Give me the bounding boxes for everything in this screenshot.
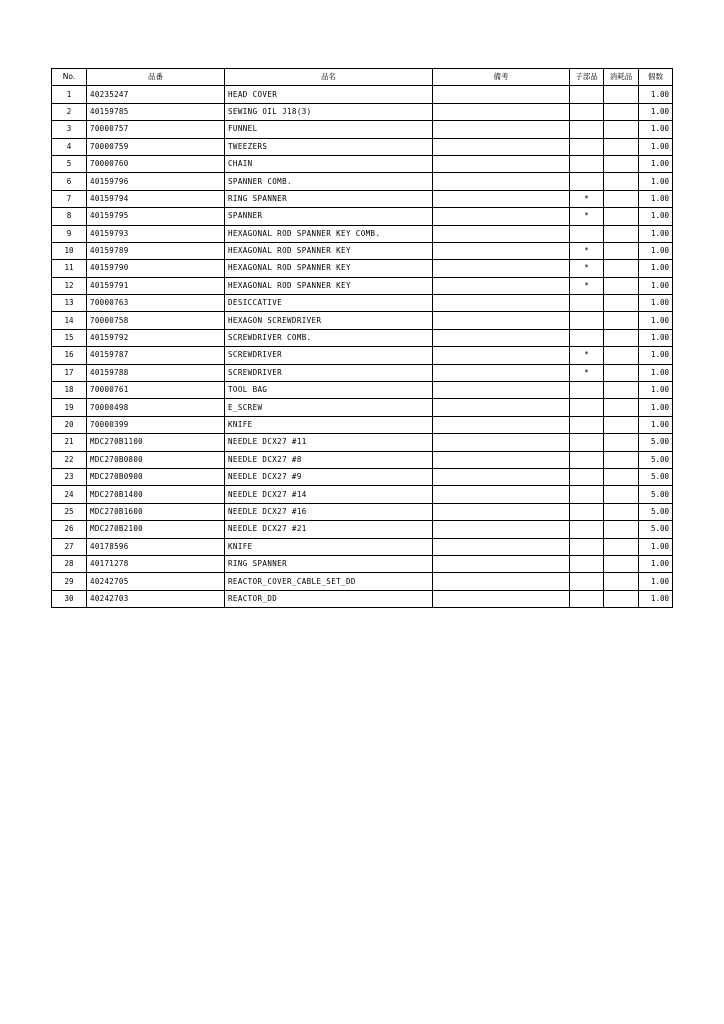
- header-remarks: 備考: [433, 69, 570, 86]
- row-sub-part-mark: [570, 590, 604, 607]
- row-no: 4: [52, 138, 87, 155]
- row-remarks: [433, 573, 570, 590]
- row-quantity: 1.00: [639, 155, 673, 172]
- row-quantity: 1.00: [639, 416, 673, 433]
- header-part-number: 品番: [87, 69, 225, 86]
- parts-list-sheet: [51, 68, 672, 608]
- row-sub-part-mark: [570, 399, 604, 416]
- row-part-name: KNIFE: [225, 416, 433, 433]
- row-remarks: [433, 486, 570, 503]
- row-consumable-mark: [604, 86, 639, 103]
- row-remarks: [433, 86, 570, 103]
- row-quantity: 1.00: [639, 190, 673, 207]
- table-row: [52, 364, 673, 381]
- row-sub-part-mark: [570, 312, 604, 329]
- row-part-name: TOOL BAG: [225, 382, 433, 399]
- row-sub-part-mark: [570, 173, 604, 190]
- row-part-name: KNIFE: [225, 538, 433, 555]
- row-quantity: 1.00: [639, 208, 673, 225]
- row-quantity: 1.00: [639, 538, 673, 555]
- row-remarks: [433, 242, 570, 259]
- row-no: 3: [52, 121, 87, 138]
- row-consumable-mark: [604, 573, 639, 590]
- row-part-name: CHAIN: [225, 155, 433, 172]
- table-row: [52, 347, 673, 364]
- row-remarks: [433, 364, 570, 381]
- row-consumable-mark: [604, 503, 639, 520]
- row-part-name: SPANNER COMB.: [225, 173, 433, 190]
- row-sub-part-mark: [570, 416, 604, 433]
- row-consumable-mark: [604, 468, 639, 485]
- table-row: [52, 225, 673, 242]
- row-part-number: 70000759: [87, 138, 225, 155]
- table-row: [52, 329, 673, 346]
- row-quantity: 1.00: [639, 399, 673, 416]
- table-row: [52, 451, 673, 468]
- row-part-number: 70000498: [87, 399, 225, 416]
- row-part-number: 40159793: [87, 225, 225, 242]
- row-part-number: 70000399: [87, 416, 225, 433]
- table-row: [52, 538, 673, 555]
- row-no: 17: [52, 364, 87, 381]
- table-row: [52, 208, 673, 225]
- row-consumable-mark: [604, 242, 639, 259]
- row-remarks: [433, 260, 570, 277]
- row-remarks: [433, 347, 570, 364]
- table-row: [52, 590, 673, 607]
- row-remarks: [433, 416, 570, 433]
- row-consumable-mark: [604, 312, 639, 329]
- row-remarks: [433, 329, 570, 346]
- table-row: [52, 242, 673, 259]
- row-part-name: NEEDLE DCX27 #14: [225, 486, 433, 503]
- row-remarks: [433, 208, 570, 225]
- row-part-number: 70000760: [87, 155, 225, 172]
- row-remarks: [433, 103, 570, 120]
- row-remarks: [433, 590, 570, 607]
- row-sub-part-mark: *: [570, 347, 604, 364]
- row-consumable-mark: [604, 155, 639, 172]
- row-sub-part-mark: [570, 155, 604, 172]
- row-part-name: TWEEZERS: [225, 138, 433, 155]
- table-row: [52, 173, 673, 190]
- row-part-name: REACTOR_DD: [225, 590, 433, 607]
- row-no: 20: [52, 416, 87, 433]
- row-part-name: HEXAGON SCREWDRIVER: [225, 312, 433, 329]
- row-part-name: E_SCREW: [225, 399, 433, 416]
- row-part-number: 40159791: [87, 277, 225, 294]
- row-sub-part-mark: [570, 103, 604, 120]
- row-sub-part-mark: [570, 503, 604, 520]
- header-sub-part: 子部品: [570, 69, 604, 86]
- row-no: 18: [52, 382, 87, 399]
- row-sub-part-mark: *: [570, 208, 604, 225]
- row-quantity: 5.00: [639, 434, 673, 451]
- row-consumable-mark: [604, 225, 639, 242]
- row-quantity: 1.00: [639, 242, 673, 259]
- row-consumable-mark: [604, 486, 639, 503]
- row-no: 15: [52, 329, 87, 346]
- table-row: [52, 190, 673, 207]
- table-row: [52, 382, 673, 399]
- row-part-number: 40178596: [87, 538, 225, 555]
- row-consumable-mark: [604, 121, 639, 138]
- table-row: [52, 503, 673, 520]
- row-no: 21: [52, 434, 87, 451]
- row-part-number: 70000757: [87, 121, 225, 138]
- row-remarks: [433, 451, 570, 468]
- row-consumable-mark: [604, 521, 639, 538]
- row-part-name: SCREWDRIVER: [225, 364, 433, 381]
- row-consumable-mark: [604, 295, 639, 312]
- row-part-number: MDC270B0800: [87, 451, 225, 468]
- table-row: [52, 121, 673, 138]
- row-part-number: 40235247: [87, 86, 225, 103]
- table-row: [52, 155, 673, 172]
- row-quantity: 1.00: [639, 138, 673, 155]
- row-quantity: 1.00: [639, 590, 673, 607]
- row-part-number: 40159790: [87, 260, 225, 277]
- row-no: 2: [52, 103, 87, 120]
- row-quantity: 1.00: [639, 329, 673, 346]
- row-no: 9: [52, 225, 87, 242]
- row-remarks: [433, 155, 570, 172]
- row-part-name: RING SPANNER: [225, 190, 433, 207]
- row-part-number: 40159785: [87, 103, 225, 120]
- row-sub-part-mark: *: [570, 260, 604, 277]
- row-part-number: 40171278: [87, 555, 225, 572]
- row-quantity: 5.00: [639, 521, 673, 538]
- row-sub-part-mark: *: [570, 190, 604, 207]
- row-part-name: DESICCATIVE: [225, 295, 433, 312]
- row-consumable-mark: [604, 451, 639, 468]
- row-part-name: SCREWDRIVER COMB.: [225, 329, 433, 346]
- row-part-number: MDC270B1600: [87, 503, 225, 520]
- table-row: [52, 86, 673, 103]
- row-remarks: [433, 503, 570, 520]
- row-no: 13: [52, 295, 87, 312]
- row-no: 16: [52, 347, 87, 364]
- row-remarks: [433, 382, 570, 399]
- table-row: [52, 138, 673, 155]
- row-remarks: [433, 555, 570, 572]
- row-sub-part-mark: [570, 573, 604, 590]
- row-part-name: NEEDLE DCX27 #16: [225, 503, 433, 520]
- row-consumable-mark: [604, 538, 639, 555]
- row-sub-part-mark: [570, 225, 604, 242]
- row-quantity: 1.00: [639, 555, 673, 572]
- row-sub-part-mark: [570, 486, 604, 503]
- row-remarks: [433, 173, 570, 190]
- table-row: [52, 399, 673, 416]
- row-part-number: 70000763: [87, 295, 225, 312]
- table-row: [52, 277, 673, 294]
- row-part-number: MDC270B2100: [87, 521, 225, 538]
- row-no: 26: [52, 521, 87, 538]
- table-row: [52, 486, 673, 503]
- row-part-number: 70000761: [87, 382, 225, 399]
- row-remarks: [433, 138, 570, 155]
- row-consumable-mark: [604, 208, 639, 225]
- row-part-name: NEEDLE DCX27 #8: [225, 451, 433, 468]
- row-remarks: [433, 312, 570, 329]
- row-consumable-mark: [604, 277, 639, 294]
- table-row: [52, 434, 673, 451]
- row-sub-part-mark: *: [570, 277, 604, 294]
- row-sub-part-mark: [570, 86, 604, 103]
- row-sub-part-mark: [570, 329, 604, 346]
- row-remarks: [433, 277, 570, 294]
- row-part-name: NEEDLE DCX27 #21: [225, 521, 433, 538]
- row-part-number: 70000758: [87, 312, 225, 329]
- row-part-name: HEXAGONAL ROD SPANNER KEY COMB.: [225, 225, 433, 242]
- row-sub-part-mark: [570, 521, 604, 538]
- row-part-number: MDC270B0900: [87, 468, 225, 485]
- row-no: 28: [52, 555, 87, 572]
- row-quantity: 1.00: [639, 347, 673, 364]
- header-no: No.: [52, 69, 87, 86]
- table-row: [52, 416, 673, 433]
- row-no: 5: [52, 155, 87, 172]
- row-consumable-mark: [604, 364, 639, 381]
- row-quantity: 1.00: [639, 103, 673, 120]
- row-consumable-mark: [604, 434, 639, 451]
- row-remarks: [433, 225, 570, 242]
- row-no: 29: [52, 573, 87, 590]
- row-quantity: 1.00: [639, 277, 673, 294]
- row-part-number: MDC270B1400: [87, 486, 225, 503]
- row-no: 10: [52, 242, 87, 259]
- row-sub-part-mark: [570, 555, 604, 572]
- row-consumable-mark: [604, 555, 639, 572]
- row-part-name: RING SPANNER: [225, 555, 433, 572]
- row-no: 1: [52, 86, 87, 103]
- row-part-name: NEEDLE DCX27 #11: [225, 434, 433, 451]
- row-quantity: 1.00: [639, 573, 673, 590]
- row-consumable-mark: [604, 399, 639, 416]
- row-part-number: 40242705: [87, 573, 225, 590]
- row-quantity: 5.00: [639, 451, 673, 468]
- row-consumable-mark: [604, 173, 639, 190]
- table-row: [52, 573, 673, 590]
- row-sub-part-mark: *: [570, 242, 604, 259]
- row-part-number: 40159795: [87, 208, 225, 225]
- row-remarks: [433, 434, 570, 451]
- row-no: 14: [52, 312, 87, 329]
- row-part-name: HEXAGONAL ROD SPANNER KEY: [225, 277, 433, 294]
- row-part-number: 40242703: [87, 590, 225, 607]
- row-part-name: SEWING OIL J18(3): [225, 103, 433, 120]
- table-header-row: [52, 69, 673, 86]
- row-consumable-mark: [604, 260, 639, 277]
- table-body: [52, 86, 673, 608]
- row-no: 24: [52, 486, 87, 503]
- row-sub-part-mark: [570, 538, 604, 555]
- table-row: [52, 103, 673, 120]
- row-part-name: SCREWDRIVER: [225, 347, 433, 364]
- row-remarks: [433, 190, 570, 207]
- row-no: 7: [52, 190, 87, 207]
- row-no: 27: [52, 538, 87, 555]
- row-remarks: [433, 121, 570, 138]
- row-remarks: [433, 295, 570, 312]
- row-consumable-mark: [604, 347, 639, 364]
- row-sub-part-mark: [570, 434, 604, 451]
- row-quantity: 1.00: [639, 173, 673, 190]
- row-part-number: 40159787: [87, 347, 225, 364]
- row-part-name: REACTOR_COVER_CABLE_SET_DD: [225, 573, 433, 590]
- row-no: 25: [52, 503, 87, 520]
- row-sub-part-mark: [570, 382, 604, 399]
- row-consumable-mark: [604, 190, 639, 207]
- row-remarks: [433, 399, 570, 416]
- row-part-number: MDC270B1100: [87, 434, 225, 451]
- row-remarks: [433, 521, 570, 538]
- row-no: 11: [52, 260, 87, 277]
- row-quantity: 1.00: [639, 364, 673, 381]
- row-quantity: 5.00: [639, 503, 673, 520]
- row-sub-part-mark: [570, 451, 604, 468]
- row-consumable-mark: [604, 329, 639, 346]
- row-part-number: 40159788: [87, 364, 225, 381]
- parts-table: [51, 68, 673, 608]
- table-row: [52, 555, 673, 572]
- header-consumable: 消耗品: [604, 69, 639, 86]
- row-no: 8: [52, 208, 87, 225]
- row-part-number: 40159789: [87, 242, 225, 259]
- row-remarks: [433, 538, 570, 555]
- row-consumable-mark: [604, 590, 639, 607]
- row-consumable-mark: [604, 138, 639, 155]
- row-consumable-mark: [604, 103, 639, 120]
- row-part-name: NEEDLE DCX27 #9: [225, 468, 433, 485]
- row-sub-part-mark: [570, 121, 604, 138]
- row-no: 30: [52, 590, 87, 607]
- row-sub-part-mark: [570, 138, 604, 155]
- table-row: [52, 312, 673, 329]
- row-sub-part-mark: *: [570, 364, 604, 381]
- row-part-name: FUNNEL: [225, 121, 433, 138]
- row-quantity: 5.00: [639, 468, 673, 485]
- row-quantity: 1.00: [639, 295, 673, 312]
- row-part-name: HEXAGONAL ROD SPANNER KEY: [225, 242, 433, 259]
- row-sub-part-mark: [570, 468, 604, 485]
- row-quantity: 1.00: [639, 382, 673, 399]
- row-part-name: HEXAGONAL ROD SPANNER KEY: [225, 260, 433, 277]
- row-no: 19: [52, 399, 87, 416]
- row-quantity: 1.00: [639, 121, 673, 138]
- row-quantity: 1.00: [639, 225, 673, 242]
- row-part-number: 40159794: [87, 190, 225, 207]
- table-row: [52, 295, 673, 312]
- table-row: [52, 521, 673, 538]
- row-no: 22: [52, 451, 87, 468]
- row-consumable-mark: [604, 382, 639, 399]
- table-row: [52, 260, 673, 277]
- row-part-name: HEAD COVER: [225, 86, 433, 103]
- row-part-name: SPANNER: [225, 208, 433, 225]
- row-part-number: 40159792: [87, 329, 225, 346]
- row-no: 6: [52, 173, 87, 190]
- row-quantity: 1.00: [639, 86, 673, 103]
- table-row: [52, 468, 673, 485]
- row-quantity: 5.00: [639, 486, 673, 503]
- header-part-name: 品名: [225, 69, 433, 86]
- row-part-number: 40159796: [87, 173, 225, 190]
- row-no: 23: [52, 468, 87, 485]
- row-consumable-mark: [604, 416, 639, 433]
- header-quantity: 個数: [639, 69, 673, 86]
- row-sub-part-mark: [570, 295, 604, 312]
- row-quantity: 1.00: [639, 260, 673, 277]
- row-remarks: [433, 468, 570, 485]
- row-no: 12: [52, 277, 87, 294]
- row-quantity: 1.00: [639, 312, 673, 329]
